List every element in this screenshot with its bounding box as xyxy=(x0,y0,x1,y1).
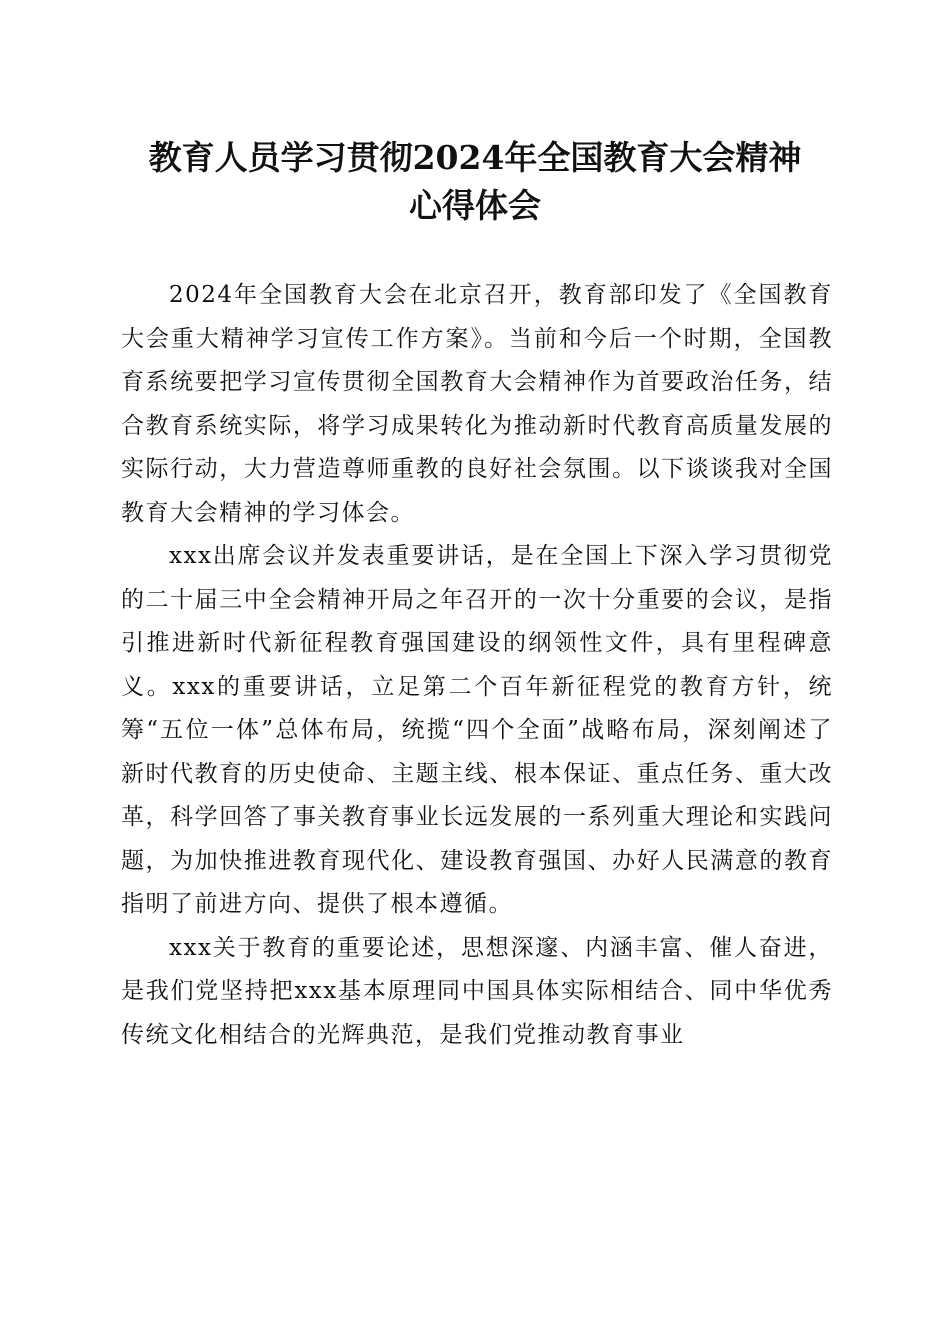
paragraph-3: xxx关于教育的重要论述，思想深邃、内涵丰富、催人奋进，是我们党坚持把xxx基本原理同中国具体实际相结合、同中华优秀传统文化相结合的光辉典范，是我们党推动教育事业 xyxy=(121,934,833,1048)
document-body xyxy=(121,274,833,1057)
paragraph-2: xxx出席会议并发表重要讲话，是在全国上下深入学习贯彻党的二十届三中全会精神开局之年召开的一次十分重要的会议，是指引推进新时代新征程教育强国建设的纲领性文件，具有里程碑意义。xxx的重要讲话，立足第二个百年新征程党的教育方针，统筹“五位一体”总体布局，统揽“四个全面”战略布局，深刻阐述了新时代教育的历史使命、主题主线、根本保证、重点任务、重大改革，科学回答了事关教育事业长远发展的一系列重大理论和实践问题，为加快推进教育现代化、建设教育强国、办好人民满意的教育指明了前进方向、提供了根本遵循。 xyxy=(121,543,833,917)
document-title-line-2: 心得体会 xyxy=(409,186,541,225)
paragraph-1: 2024年全国教育大会在北京召开，教育部印发了《全国教育大会重大精神学习宣传工作方案》。当前和今后一个时期，全国教育系统要把学习宣传贯彻全国教育大会精神作为首要政治任务，结合教育系统实际，将学习成果转化为推动新时代教育高质量发展的实际行动，大力营造尊师重教的良好社会氛围。以下谈谈我对全国教育大会精神的学习体会。 xyxy=(121,282,833,526)
document-title-line-1: 教育人员学习贯彻2024年全国教育大会精神 xyxy=(148,138,802,177)
